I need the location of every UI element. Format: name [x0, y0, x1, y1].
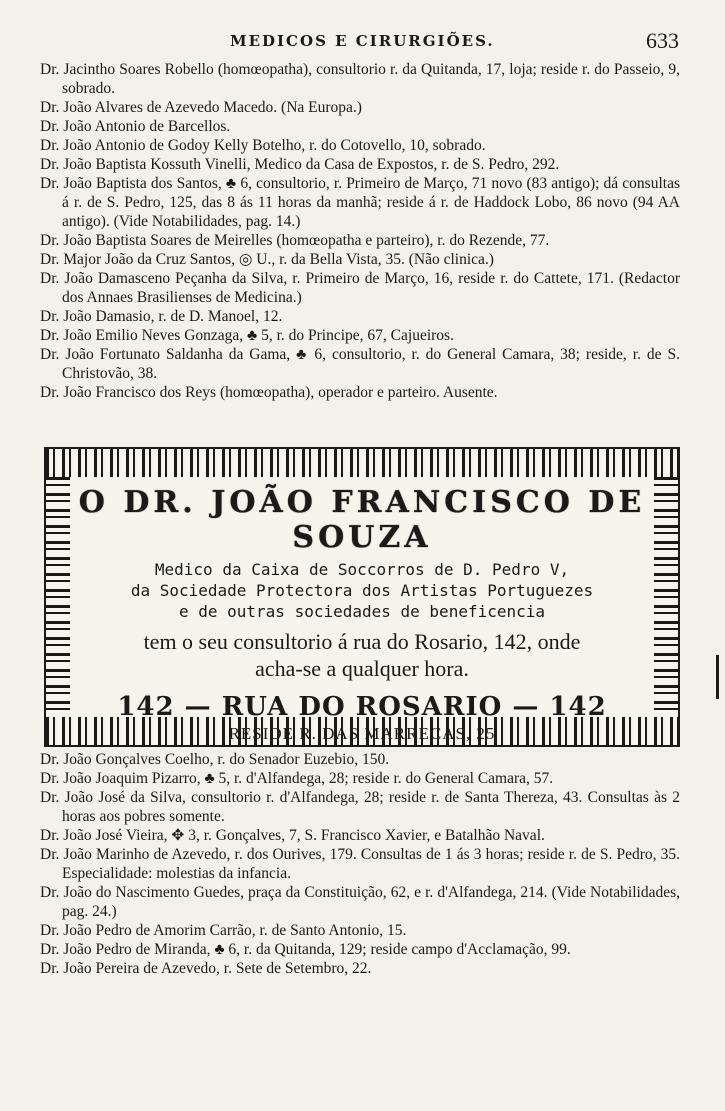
list-item: Dr. João Alvares de Azevedo Macedo. (Na Europa.) — [40, 99, 362, 116]
list-item: Dr. João Baptista Kossuth Vinelli, Medico da Casa de Expostos, r. de S. Pedro, 292. — [40, 156, 560, 173]
list-item: Dr. João Damasceno Peçanha da Silva, r. Primeiro de Março, 16, reside r. do Cattete, 171. (Redactor dos Annaes Brasilienses de Medicina.) — [40, 270, 680, 306]
ornamental-border-right — [654, 477, 678, 717]
advertisement-line: e de outras sociedades de beneficencia — [178, 602, 546, 621]
advertisement-line: Medico da Caixa de Soccorros de D. Pedro V, — [154, 560, 570, 579]
list-item: Dr. João Francisco dos Reys (homœopatha), operador e parteiro. Ausente. — [40, 384, 498, 401]
ornamental-border-top — [46, 449, 678, 477]
list-item: Dr. João Fortunato Saldanha da Gama, ♣ 6, consultorio, r. do General Camara, 38; reside, r. de S. Christovão, 38. — [40, 346, 680, 382]
advertisement-name: O DR. JOÃO FRANCISCO DE SOUZA — [78, 485, 646, 555]
list-item: Dr. João Pereira de Azevedo, r. Sete de Setembro, 22. — [40, 960, 372, 977]
margin-mark — [716, 655, 719, 699]
list-item: Dr. João Emilio Neves Gonzaga, ♣ 5, r. do Principe, 67, Cajueiros. — [40, 327, 454, 344]
list-item: Dr. João José da Silva, consultorio r. d'Alfandega, 28; reside r. de Santa Thereza, 43. Consultas às 2 horas aos pobres somente. — [40, 789, 680, 825]
list-item: Dr. João do Nascimento Guedes, praça da Constituição, 62, e r. d'Alfandega, 214. (Vide Notabilidades, pag. 24.) — [40, 884, 680, 920]
list-item: Dr. João José Vieira, ✥ 3, r. Gonçalves, 7, S. Francisco Xavier, e Batalhão Naval. — [40, 827, 545, 844]
advertisement-line: tem o seu consultorio á rua do Rosario, 142, onde — [143, 629, 581, 654]
list-item: Dr. João Pedro de Amorim Carrão, r. de Santo Antonio, 15. — [40, 922, 407, 939]
list-item: Dr. João Baptista Soares de Meirelles (homœopatha e parteiro), r. do Rezende, 77. — [40, 232, 550, 249]
list-item: Dr. João Antonio de Godoy Kelly Botelho, r. do Cotovello, 10, sobrado. — [40, 137, 486, 154]
page-number: 633 — [646, 28, 679, 53]
list-item: Dr. João Pedro de Miranda, ♣ 6, r. da Quitanda, 129; reside campo d'Acclamação, 99. — [40, 941, 571, 958]
list-item: Dr. Jacintho Soares Robello (homœopatha), consultorio r. da Quitanda, 17, loja; reside r. do Passeio, 9, sobrado. — [40, 61, 680, 97]
list-item: Dr. João Gonçalves Coelho, r. do Senador Euzebio, 150. — [40, 751, 390, 768]
list-item: Dr. João Damasio, r. de D. Manoel, 12. — [40, 308, 283, 325]
page-title: MEDICOS E CIRURGIÕES. — [230, 32, 495, 50]
list-item: Dr. João Marinho de Azevedo, r. dos Ourives, 179. Consultas de 1 ás 3 horas; reside r. de S. Pedro, 35. Especialidade: molestias da infancia. — [40, 846, 680, 882]
ornamental-border-left — [46, 477, 70, 717]
directory-list-top — [40, 60, 680, 402]
list-item: Dr. João Antonio de Barcellos. — [40, 118, 231, 135]
directory-list-bottom — [40, 750, 680, 978]
advertisement-residence: RESIDE R. DAS MARRECAS, 25 — [228, 724, 496, 743]
list-item: Dr. João Baptista dos Santos, ♣ 6, consultorio, r. Primeiro de Março, 71 novo (83 antigo); dá consultas á r. de S. Pedro, 125, das 8 ás 11 horas da manhã; reside á r. de Haddock Lobo, 86 novo (94 AA antigo). (Vide Notabilidades, pag. 14.) — [40, 175, 680, 230]
advertisement-content — [76, 485, 648, 744]
list-item: Dr. Major João da Cruz Santos, ◎ U., r. da Bella Vista, 35. (Não clinica.) — [40, 251, 494, 268]
advertisement-address: 142 — RUA DO ROSARIO — 142 — [117, 692, 607, 722]
advertisement-line: acha-se a qualquer hora. — [255, 656, 469, 681]
advertisement-line: da Sociedade Protectora dos Artistas Portuguezes — [130, 581, 594, 600]
page-header — [0, 28, 725, 52]
advertisement-box — [44, 447, 680, 747]
list-item: Dr. João Joaquim Pizarro, ♣ 5, r. d'Alfandega, 28; reside r. do General Camara, 57. — [40, 770, 554, 787]
